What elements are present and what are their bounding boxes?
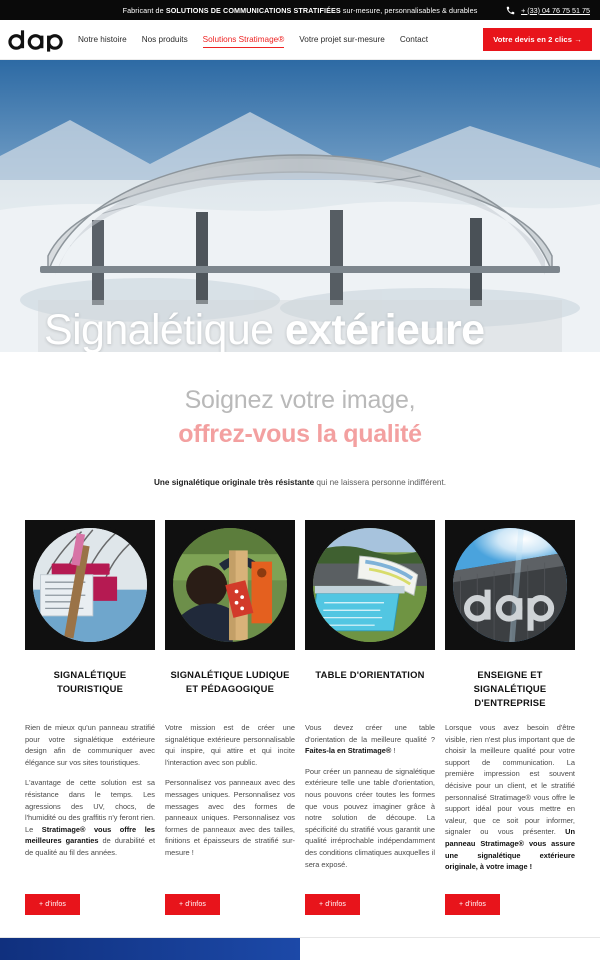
announcement-prefix: Fabricant de xyxy=(122,5,166,15)
phone-number: + (33) 04 76 75 51 75 xyxy=(521,5,590,15)
card-1-paragraph-1: Rien de mieux qu'un panneau stratifié pour votre signalétique extérieure design afin de communiquer avec élégance sur vos sites touristiques. xyxy=(25,723,155,767)
hero-title-light: Signalétique xyxy=(44,306,285,352)
intro-heading-line1: Soignez votre image, xyxy=(184,386,416,414)
card-1-p2-strong: Stratimage® vous offre les meilleures garanties xyxy=(25,824,155,846)
footer-strip xyxy=(0,938,600,960)
announcement-text xyxy=(123,6,478,15)
card-4-more-info-button[interactable]: + d'infos xyxy=(445,894,500,915)
card-2-button-row xyxy=(165,879,295,915)
card-3-button-row xyxy=(305,879,435,915)
card-1-thumbnail[interactable] xyxy=(25,520,155,650)
card-signaletique-ludique xyxy=(165,520,295,915)
intro-heading-line2: offrez-vous la qualité xyxy=(178,420,422,448)
card-2-thumbnail[interactable] xyxy=(165,520,295,650)
card-2-image-circle xyxy=(169,524,291,646)
nav-item-nos-produits[interactable]: Nos produits xyxy=(141,35,188,44)
card-3-paragraph-2: Pour créer un panneau de signalétique extérieure telle une table d'orientation, nous pouvons créer toutes les formes que vous pouvez imaginer grâce à notre solution de découpe. La spécificité du stratifié vous garantit une qualité irréprochable indépendamment des conditions climatiques auxquelles il sera exposé. xyxy=(305,766,435,869)
phone-link[interactable] xyxy=(506,0,590,20)
intro-subtitle-rest: qui ne laissera personne indifférent. xyxy=(314,478,446,487)
devis-cta-prefix: Votre devis en xyxy=(493,35,549,44)
card-4-paragraph-1 xyxy=(445,722,575,873)
card-1-p2-pre: L'avantage de cette solution est sa résistance dans le temps. Les agressions des UV, chocs, de l'humidité ou des graffitis n'y feront rien. Le xyxy=(25,778,155,834)
announcement-bar xyxy=(0,0,600,20)
signaletique-ludique-photo xyxy=(173,528,287,642)
card-2-more-info-button[interactable]: + d'infos xyxy=(165,894,220,915)
card-2-body xyxy=(165,722,295,868)
footer-blue-block xyxy=(0,938,300,960)
nav-item-contact[interactable]: Contact xyxy=(399,35,429,44)
announcement-strong: SOLUTIONS DE COMMUNICATIONS STRATIFIÉES xyxy=(165,5,341,15)
card-3-body xyxy=(305,722,435,879)
card-1-paragraph-2 xyxy=(25,777,155,858)
card-3-more-info-button[interactable]: + d'infos xyxy=(305,894,360,915)
card-4-body xyxy=(445,722,575,873)
signaletique-touristique-photo xyxy=(33,528,147,642)
card-1-body xyxy=(25,722,155,868)
card-1-title: SIGNALÉTIQUE TOURISTIQUE xyxy=(53,669,127,694)
card-1-button-row xyxy=(25,879,155,915)
phone-icon xyxy=(506,6,515,15)
intro-subtitle-strong: Une signalétique originale très résistante xyxy=(153,478,315,487)
card-2-paragraph-1: Votre mission est de créer une signalétique extérieure personnalisable qui inspire, qui attire et qui incite l'interaction avec son public. xyxy=(165,723,295,767)
enseigne-entreprise-photo xyxy=(453,528,567,642)
card-1-image-circle xyxy=(29,524,151,646)
card-4-thumbnail[interactable] xyxy=(445,520,575,650)
card-1-p2-post: de durabilité et de qualité au fil des années. xyxy=(25,836,155,857)
footer-white-block xyxy=(300,938,600,960)
card-3-p1-strong: Faites-la en Stratimage® xyxy=(305,746,392,756)
hero-banner xyxy=(0,60,600,352)
card-table-orientation xyxy=(305,520,435,915)
dap-logo-icon xyxy=(8,27,66,53)
card-4-p2-strong: Un panneau Stratimage® vous assure une signalétique extérieure originale, à votre image ! xyxy=(445,827,575,872)
nav-item-votre-projet[interactable]: Votre projet sur-mesure xyxy=(299,35,385,44)
solutions-card-grid xyxy=(0,490,600,915)
devis-cta-suffix: → xyxy=(572,35,582,44)
main-navigation xyxy=(0,20,600,60)
site-logo[interactable] xyxy=(8,27,70,53)
card-4-title: ENSEIGNE ET SIGNALÉTIQUE D'ENTREPRISE xyxy=(473,669,547,708)
card-4-button-row xyxy=(445,879,575,915)
card-2-title: SIGNALÉTIQUE LUDIQUE ET PÉDAGOGIQUE xyxy=(170,669,290,694)
card-3-p1-post: ! xyxy=(391,746,396,756)
intro-section xyxy=(0,352,600,490)
card-3-title: TABLE D'ORIENTATION xyxy=(315,669,425,680)
table-orientation-photo xyxy=(313,528,427,642)
card-3-image-circle xyxy=(309,524,431,646)
card-1-more-info-button[interactable]: + d'infos xyxy=(25,894,80,915)
hero-title xyxy=(44,303,584,352)
devis-cta-strong: 2 clics xyxy=(548,35,573,44)
nav-links xyxy=(78,32,428,48)
card-3-thumbnail[interactable] xyxy=(305,520,435,650)
nav-item-notre-histoire[interactable]: Notre histoire xyxy=(78,35,127,44)
card-3-p1-pre: Vous devez créer une table d'orientation de la meilleure qualité ? xyxy=(305,723,435,744)
card-3-paragraph-1 xyxy=(305,722,435,757)
intro-subtitle xyxy=(0,476,600,490)
card-4-p2-pre: Lorsque vous avez besoin d'être visible, rien n'est plus important que de choisir la meilleure qualité pour votre support de communication. La première impression est souvent décisive pour un client, et le stratifié personnalisé Stratimage® vous offre le support idéal pour vous mettre en valeur, que ce soit pour informer, signaler ou vous présenter. xyxy=(445,723,575,837)
hero-title-bold: extérieure xyxy=(284,306,485,352)
nav-item-solutions-stratimage[interactable]: Solutions Stratimage® xyxy=(203,32,285,48)
card-4-image-circle xyxy=(449,524,571,646)
card-enseigne-entreprise xyxy=(445,520,575,915)
card-2-paragraph-2: Personnalisez vos panneaux avec des messages uniques. Personnalisez vos messages avec des formes de panneaux uniques. Personnalisez vos formes de panneaux avec des tailles, finitions et épaisseurs de stratifié sur-mesure ! xyxy=(165,778,295,857)
card-signaletique-touristique xyxy=(25,520,155,915)
devis-cta-button[interactable] xyxy=(483,28,592,51)
announcement-suffix: sur-mesure, personnalisables & durables xyxy=(340,5,478,15)
